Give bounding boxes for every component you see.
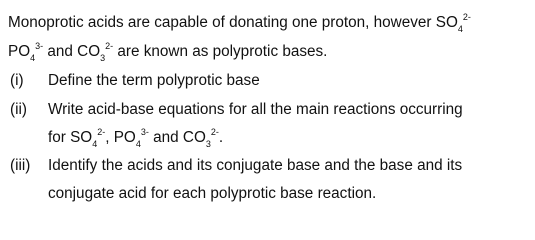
intro-sup-1: 2- <box>462 11 471 22</box>
ii-and-co3: and CO <box>148 129 206 146</box>
ii-for-so4: for SO <box>48 129 93 146</box>
ii-period: . <box>218 129 224 146</box>
question-text-iii-cont: conjugate acid for each polyprotic base reaction. <box>48 185 377 202</box>
intro-line-1 <box>8 11 471 35</box>
ii-so4-sub: 4 <box>92 139 98 150</box>
question-text-ii: Write acid-base equations for all the main reactions occurring <box>48 101 463 118</box>
ii-so4-sup: 2- <box>97 126 106 137</box>
intro-end: are known as polyprotic bases. <box>113 43 328 60</box>
question-text-iii: Identify the acids and its conjugate base and the base and its <box>48 157 463 174</box>
ii-co3-sub: 3 <box>205 139 211 150</box>
intro-po4-sup: 3- <box>35 40 44 51</box>
question-number-iii: (iii) <box>10 157 31 174</box>
intro-and-co3: and CO <box>43 43 101 60</box>
ii-co3-sup: 2- <box>210 126 219 137</box>
intro-co3-sub: 3 <box>100 53 106 64</box>
intro-line-2 <box>8 40 328 64</box>
question-number-i: (i) <box>10 72 24 89</box>
question-text-i: Define the term polyprotic base <box>48 72 260 89</box>
question-number-ii: (ii) <box>10 101 27 118</box>
intro-po4: PO <box>8 43 31 60</box>
intro-po4-sub: 4 <box>30 53 36 64</box>
ii-po4-sub: 4 <box>135 139 141 150</box>
question-text-ii-cont <box>48 126 224 150</box>
intro-sub-1: 4 <box>457 24 463 35</box>
ii-po4-sup: 3- <box>140 126 149 137</box>
ii-po4: , PO <box>105 129 136 146</box>
intro-co3-sup: 2- <box>105 40 114 51</box>
intro-text-1: Monoprotic acids are capable of donating one proton, however SO <box>8 14 458 31</box>
